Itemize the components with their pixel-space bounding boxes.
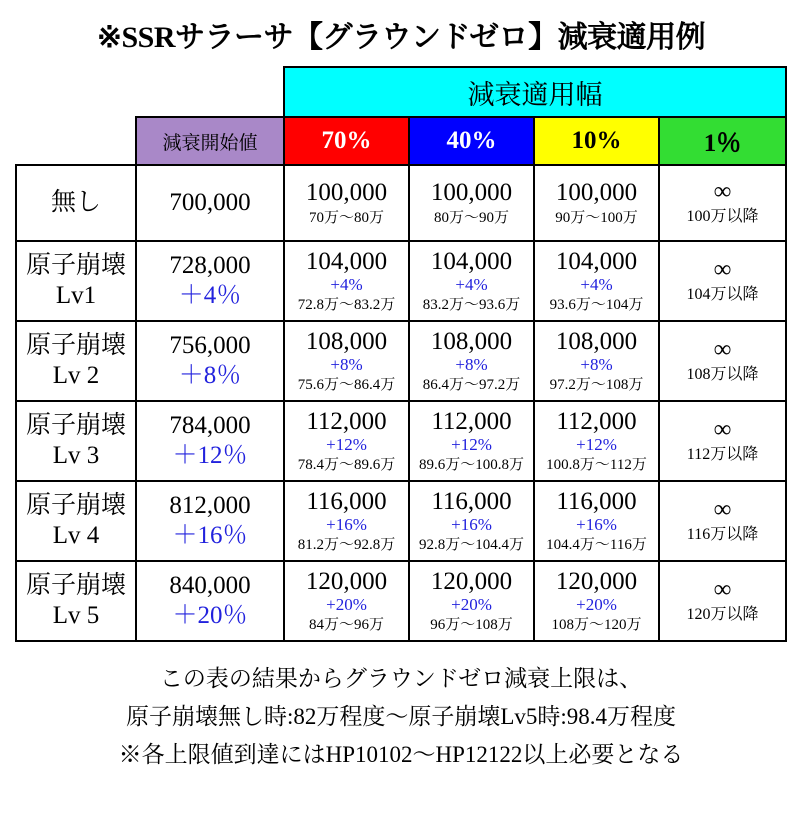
cell-1-10 xyxy=(534,241,659,321)
cell-5-1 xyxy=(659,561,786,641)
cell-2-1 xyxy=(659,321,786,401)
table-row xyxy=(16,321,786,401)
cell-3-1 xyxy=(659,401,786,481)
cell-pct: +4% xyxy=(330,275,363,295)
cell-value-infinity: ∞ xyxy=(713,178,732,206)
cell-value: 116,000 xyxy=(556,487,637,515)
cell-pct: +16% xyxy=(576,515,617,535)
band-group-header: 減衰適用幅 xyxy=(284,67,786,117)
cell-5-10 xyxy=(534,561,659,641)
row-start-delta-1: ＋4％ xyxy=(178,282,242,309)
cell-2-40 xyxy=(409,321,534,401)
cell-value: 112,000 xyxy=(306,407,387,435)
cell-pct: +8% xyxy=(330,355,363,375)
cell-pct: +8% xyxy=(455,355,488,375)
row-start-4 xyxy=(136,481,284,561)
cell-1-40 xyxy=(409,241,534,321)
cell-value: 116,000 xyxy=(306,487,387,515)
attenuation-table xyxy=(15,66,787,642)
band-header-40: 40% xyxy=(409,117,534,165)
row-level-text-4: Lv 4 xyxy=(52,522,100,549)
cell-pct: +20% xyxy=(326,595,367,615)
cell-range: 120万以降 xyxy=(686,606,759,624)
table-row xyxy=(16,241,786,321)
row-name-text-2: 原子崩壊 xyxy=(25,331,126,359)
cell-pct: +20% xyxy=(451,595,492,615)
row-level-text-3: Lv 3 xyxy=(52,442,100,469)
cell-pct: +20% xyxy=(576,595,617,615)
row-start-value-4: 812,000 xyxy=(169,492,251,519)
row-start-value-2: 756,000 xyxy=(169,332,251,359)
row-label-2 xyxy=(16,321,136,401)
cell-range: 104.4万〜116万 xyxy=(546,537,647,554)
cell-range: 70万〜80万 xyxy=(308,209,384,226)
cell-value-infinity: ∞ xyxy=(713,336,732,364)
cell-4-70 xyxy=(284,481,409,561)
cell-range: 81.2万〜92.8万 xyxy=(297,537,396,554)
row-name-text-1: 原子崩壊 xyxy=(25,251,126,279)
cell-pct: +4% xyxy=(580,275,613,295)
cell-pct: +4% xyxy=(455,275,488,295)
row-start-5 xyxy=(136,561,284,641)
band-header-10: 10% xyxy=(534,117,659,165)
cell-range: 78.4万〜89.6万 xyxy=(297,457,396,474)
cell-pct: +12% xyxy=(576,435,617,455)
row-start-delta-3: ＋12％ xyxy=(172,442,248,469)
page-title: ※SSRサラーサ【グラウンドゼロ】減衰適用例 xyxy=(96,21,706,54)
row-start-delta-5: ＋20％ xyxy=(172,602,248,629)
cell-4-40 xyxy=(409,481,534,561)
cell-2-70 xyxy=(284,321,409,401)
cell-0-70 xyxy=(284,165,409,241)
row-start-value-5: 840,000 xyxy=(169,572,251,599)
band-header-70: 70% xyxy=(284,117,409,165)
cell-range: 83.2万〜93.6万 xyxy=(422,297,521,314)
row-start-delta-4: ＋16％ xyxy=(172,522,248,549)
footer-line-2: 原子崩壊無し時:82万程度〜原子崩壊Lv5時:98.4万程度 xyxy=(125,703,677,729)
cell-value-infinity: ∞ xyxy=(713,416,732,444)
cell-0-1 xyxy=(659,165,786,241)
cell-1-70 xyxy=(284,241,409,321)
cell-range: 92.8万〜104.4万 xyxy=(418,537,524,554)
cell-range: 72.8万〜83.2万 xyxy=(297,297,396,314)
cell-value: 120,000 xyxy=(555,567,638,595)
cell-4-10 xyxy=(534,481,659,561)
cell-value: 100,000 xyxy=(555,179,638,206)
row-level-text-2: Lv 2 xyxy=(52,362,100,389)
cell-0-10 xyxy=(534,165,659,241)
row-name-text-3: 原子崩壊 xyxy=(25,411,126,439)
cell-range: 100万以降 xyxy=(686,208,759,226)
cell-value-infinity: ∞ xyxy=(713,256,732,284)
cell-range: 86.4万〜97.2万 xyxy=(422,377,521,394)
cell-value: 104,000 xyxy=(555,247,638,275)
cell-5-40 xyxy=(409,561,534,641)
row-start-value-1: 728,000 xyxy=(169,252,251,279)
start-value-header: 減衰開始値 xyxy=(136,117,284,165)
band-header-1: 1％ xyxy=(659,117,786,165)
cell-value: 116,000 xyxy=(431,487,512,515)
cell-value: 120,000 xyxy=(305,567,388,595)
row-label-1 xyxy=(16,241,136,321)
row-start-2 xyxy=(136,321,284,401)
cell-range: 96万〜108万 xyxy=(430,617,513,634)
row-name-text-5: 原子崩壊 xyxy=(25,571,126,599)
cell-pct: +12% xyxy=(451,435,492,455)
table-header-row-2 xyxy=(16,117,786,165)
row-label-0 xyxy=(16,165,136,241)
row-label-5 xyxy=(16,561,136,641)
cell-value: 112,000 xyxy=(431,407,512,435)
cell-range: 112万以降 xyxy=(686,446,759,464)
cell-value-infinity: ∞ xyxy=(713,576,732,604)
cell-value: 104,000 xyxy=(430,247,513,275)
cell-value: 108,000 xyxy=(430,327,513,355)
cell-value: 100,000 xyxy=(305,179,388,206)
row-start-value-3: 784,000 xyxy=(169,412,251,439)
cell-range: 116万以降 xyxy=(686,526,759,544)
cell-range: 93.6万〜104万 xyxy=(549,297,644,314)
table-header-row-1 xyxy=(16,67,786,117)
table-row xyxy=(16,481,786,561)
footer-line-1: この表の結果からグラウンドゼロ減衰上限は、 xyxy=(159,666,643,691)
cell-pct: +16% xyxy=(326,515,367,535)
cell-range: 90万〜100万 xyxy=(555,209,638,226)
row-start-3 xyxy=(136,401,284,481)
cell-range: 100.8万〜112万 xyxy=(546,457,647,474)
cell-4-1 xyxy=(659,481,786,561)
cell-5-70 xyxy=(284,561,409,641)
header-spacer-name-2 xyxy=(16,117,136,165)
table-row xyxy=(16,165,786,241)
cell-2-10 xyxy=(534,321,659,401)
cell-range: 84万〜96万 xyxy=(308,617,384,634)
cell-pct: +16% xyxy=(451,515,492,535)
footer-line-3: ※各上限値到達にはHP10102〜HP12122以上必要となる xyxy=(118,741,684,767)
cell-3-70 xyxy=(284,401,409,481)
header-spacer-start xyxy=(136,67,284,117)
cell-range: 104万以降 xyxy=(686,286,759,304)
row-start-1 xyxy=(136,241,284,321)
cell-range: 108万以降 xyxy=(686,366,759,384)
row-start-delta-2: ＋8％ xyxy=(178,362,242,389)
header-spacer-name xyxy=(16,67,136,117)
cell-value: 120,000 xyxy=(430,567,513,595)
cell-0-40 xyxy=(409,165,534,241)
cell-3-10 xyxy=(534,401,659,481)
cell-3-40 xyxy=(409,401,534,481)
row-level-text-1: Lv1 xyxy=(55,282,97,309)
cell-value: 108,000 xyxy=(305,327,388,355)
cell-pct: +12% xyxy=(326,435,367,455)
cell-range: 97.2万〜108万 xyxy=(549,377,644,394)
cell-value: 112,000 xyxy=(556,407,637,435)
table-row xyxy=(16,561,786,641)
cell-1-1 xyxy=(659,241,786,321)
cell-value: 100,000 xyxy=(430,179,513,206)
row-name-text-4: 原子崩壊 xyxy=(25,491,126,519)
cell-range: 80万〜90万 xyxy=(433,209,509,226)
cell-range: 75.6万〜86.4万 xyxy=(297,377,396,394)
row-level-text-5: Lv 5 xyxy=(52,602,100,629)
row-label-4 xyxy=(16,481,136,561)
row-name-text-0: 無し xyxy=(50,188,101,216)
footer-notes xyxy=(0,660,802,774)
cell-value: 104,000 xyxy=(305,247,388,275)
row-start-0 xyxy=(136,165,284,241)
row-label-3 xyxy=(16,401,136,481)
row-start-value-0: 700,000 xyxy=(169,189,251,216)
cell-range: 89.6万〜100.8万 xyxy=(418,457,524,474)
table-row xyxy=(16,401,786,481)
cell-range: 108万〜120万 xyxy=(551,617,642,634)
cell-value: 108,000 xyxy=(555,327,638,355)
cell-value-infinity: ∞ xyxy=(713,496,732,524)
cell-pct: +8% xyxy=(580,355,613,375)
